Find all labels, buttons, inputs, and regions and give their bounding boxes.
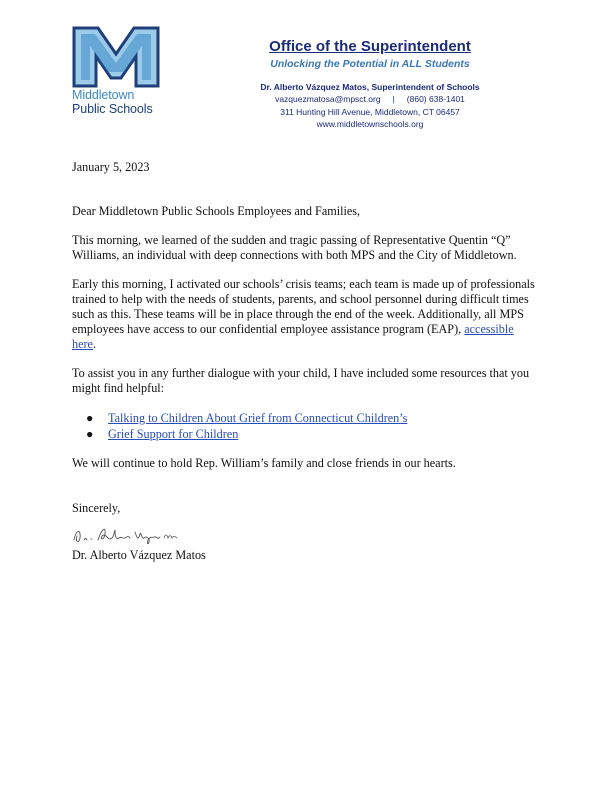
resource-list	[72, 410, 540, 442]
email-text: vazquezmatosa@mpsct.org	[275, 94, 381, 104]
paragraph-2-end: .	[92, 337, 97, 351]
paragraph-2-text: Early this morning, I activated our schools’ crisis teams; each team is made up of professionals trained to help with the needs of students, parents, and school personnel during difficult times such as this. These teams will be in place through the end of the week. Additionally, all MPS employees have access to our confidential employee assistance program (EAP),	[72, 277, 535, 336]
address-text: 311 Hunting Hill Avenue, Middletown, CT 06457	[280, 106, 460, 117]
logo-text	[72, 88, 162, 116]
list-item	[72, 426, 540, 442]
bullet-icon: ●	[86, 411, 94, 425]
superintendent-name: Dr. Alberto Vázquez Matos, Superintendent of Schools	[260, 82, 480, 92]
paragraph-1: This morning, we learned of the sudden and tragic passing of Representative Quentin “Q” Williams, an individual with deep connections with both MPS and the City of Middletown.	[72, 233, 517, 262]
salutation: Dear Middletown Public Schools Employees and Families,	[72, 204, 361, 218]
paragraph-2	[72, 277, 540, 352]
closing: Sincerely,	[72, 501, 121, 515]
grief-support-link[interactable]: Grief Support for Children	[108, 427, 239, 441]
website-text: www.middletownschools.org	[316, 119, 424, 129]
logo-line-2: Public Schools	[72, 102, 153, 116]
signature	[72, 522, 540, 548]
list-item	[72, 410, 540, 426]
contact-separator: |	[392, 94, 395, 104]
bullet-icon: ●	[86, 427, 94, 441]
logo-line-1: Middletown	[72, 88, 135, 102]
phone-text: (860) 638-1401	[406, 94, 465, 104]
letterhead-header	[170, 38, 570, 131]
paragraph-3: To assist you in any further dialogue with your child, I have included some resources that you might find helpful:	[72, 366, 530, 395]
contact-line	[170, 93, 570, 106]
handwritten-signature-icon	[72, 522, 182, 548]
office-subtitle: Unlocking the Potential in ALL Students	[270, 58, 470, 70]
signer-name: Dr. Alberto Vázquez Matos	[72, 548, 206, 562]
letter-date: January 5, 2023	[72, 160, 150, 174]
letter-body	[72, 160, 540, 563]
paragraph-4: We will continue to hold Rep. William’s family and close friends in our hearts.	[72, 456, 456, 470]
m-logo-icon	[72, 26, 160, 88]
grief-talking-link[interactable]: Talking to Children About Grief from Connecticut Children’s	[108, 411, 408, 425]
district-logo	[72, 26, 162, 116]
eap-link[interactable]: accessible here	[72, 322, 514, 351]
office-title: Office of the Superintendent	[269, 38, 471, 55]
